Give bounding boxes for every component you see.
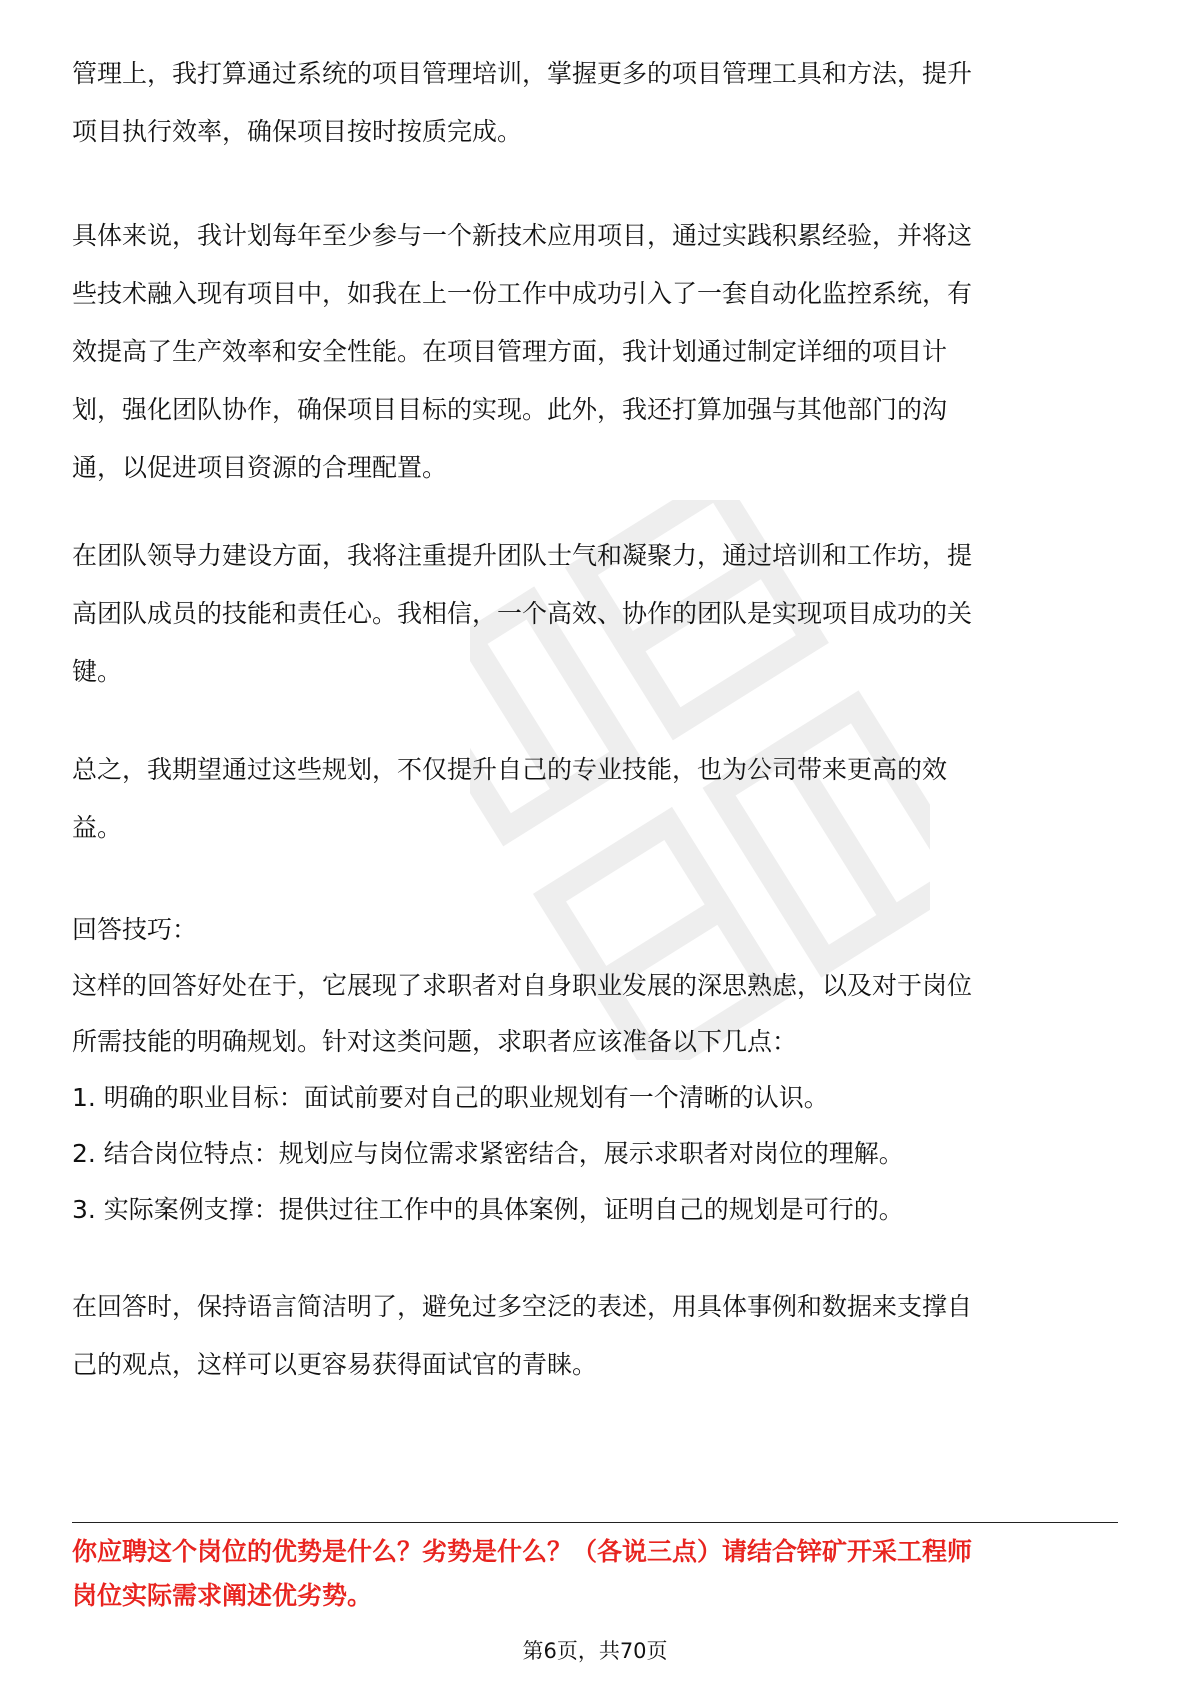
next-question-heading xyxy=(72,1530,1118,1618)
page-number-footer: 第6页，共70页 xyxy=(522,1639,668,1663)
paragraph-new-technology xyxy=(72,207,1118,497)
tips-intro-line: 所需技能的明确规划。针对这类问题，求职者应该准备以下几点： xyxy=(72,1027,798,1056)
text-line: 具体来说，我计划每年至少参与一个新技术应用项目，通过实践积累经验，并将这 xyxy=(72,221,973,250)
paragraph-summary xyxy=(72,741,1118,857)
answer-tips-section xyxy=(72,902,1118,1238)
text-line: 管理上，我打算通过系统的项目管理培训，掌握更多的项目管理工具和方法，提升 xyxy=(72,59,973,88)
text-line: 划，强化团队协作，确保项目目标的实现。此外，我还打算加强与其他部门的沟 xyxy=(72,395,948,424)
text-line: 键。 xyxy=(72,657,123,686)
text-line: 高团队成员的技能和责任心。我相信，一个高效、协作的团队是实现项目成功的关 xyxy=(72,599,973,628)
question-line: 岗位实际需求阐述优劣势。 xyxy=(72,1581,373,1610)
section-divider xyxy=(72,1522,1118,1523)
text-line: 些技术融入现有项目中，如我在上一份工作中成功引入了一套自动化监控系统，有 xyxy=(72,279,973,308)
paragraph-project-management xyxy=(72,45,1118,161)
text-line: 在回答时，保持语言简洁明了，避免过多空泛的表述，用具体事例和数据来支撑自 xyxy=(72,1292,973,1321)
text-line: 通，以促进项目资源的合理配置。 xyxy=(72,453,448,482)
tips-intro-line: 这样的回答好处在于，它展现了求职者对自身职业发展的深思熟虑，以及对于岗位 xyxy=(72,971,973,1000)
text-line: 总之，我期望通过这些规划，不仅提升自己的专业技能，也为公司带来更高的效 xyxy=(72,755,948,784)
text-line: 己的观点，这样可以更容易获得面试官的青睐。 xyxy=(72,1350,598,1379)
tips-point: 1. 明确的职业目标：面试前要对自己的职业规划有一个清晰的认识。 xyxy=(72,1083,829,1112)
tips-point: 2. 结合岗位特点：规划应与岗位需求紧密结合，展示求职者对岗位的理解。 xyxy=(72,1139,904,1168)
question-line: 你应聘这个岗位的优势是什么？劣势是什么？（各说三点）请结合锌矿开采工程师 xyxy=(72,1537,973,1566)
text-line: 效提高了生产效率和安全性能。在项目管理方面，我计划通过制定详细的项目计 xyxy=(72,337,948,366)
text-line: 在团队领导力建设方面，我将注重提升团队士气和凝聚力，通过培训和工作坊，提 xyxy=(72,541,973,570)
text-line: 益。 xyxy=(72,813,123,842)
tips-point: 3. 实际案例支撑：提供过往工作中的具体案例，证明自己的规划是可行的。 xyxy=(72,1195,904,1224)
tips-heading: 回答技巧： xyxy=(72,915,198,944)
paragraph-team-leadership xyxy=(72,527,1118,701)
text-line: 项目执行效率，确保项目按时按质完成。 xyxy=(72,117,523,146)
paragraph-closing xyxy=(72,1278,1118,1394)
